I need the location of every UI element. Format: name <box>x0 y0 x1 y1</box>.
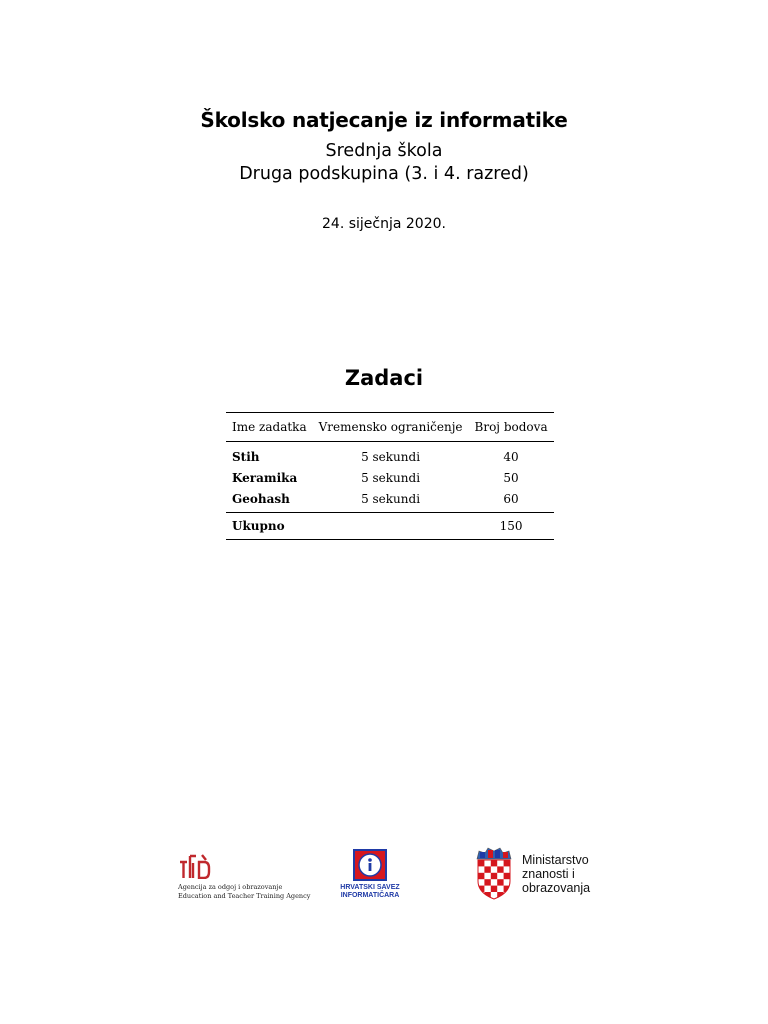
tasks-table <box>226 412 554 540</box>
task-name: Geohash <box>232 491 290 506</box>
column-header-name: Ime zadatka <box>226 413 313 442</box>
document-title: Školsko natjecanje iz informatike <box>200 108 568 132</box>
task-time-limit: 5 sekundi <box>361 491 421 506</box>
hsin-logo-line1: HRVATSKI SAVEZ <box>340 884 400 891</box>
task-name: Keramika <box>232 470 298 485</box>
croatian-coat-of-arms-icon <box>474 847 514 901</box>
task-points: 40 <box>503 449 519 464</box>
table-row <box>226 442 554 468</box>
document-date: 24. siječnja 2020. <box>322 216 446 232</box>
azoo-logo-mark-icon <box>178 853 214 879</box>
task-time-limit: 5 sekundi <box>361 449 421 464</box>
task-points: 60 <box>503 491 519 506</box>
section-title: Zadaci <box>344 366 424 390</box>
ministry-logo-line1: Ministarstvo <box>522 853 589 867</box>
azoo-logo-line1: Agencija za odgoj i obrazovanje <box>178 883 283 891</box>
hsin-logo-text <box>334 884 406 900</box>
task-name: Stih <box>232 449 260 464</box>
ministry-logo-text <box>522 853 590 895</box>
task-time-limit: 5 sekundi <box>361 470 421 485</box>
column-header-points: Broj bodova <box>469 413 554 442</box>
ministry-logo-line3: obrazovanja <box>522 881 591 895</box>
table-header-row <box>226 413 554 442</box>
table-row <box>226 488 554 513</box>
total-points: 150 <box>469 513 554 540</box>
ministry-logo-line2: znanosti i <box>522 867 575 881</box>
ministry-logo <box>474 845 604 901</box>
sponsor-logos <box>0 845 768 905</box>
table-row <box>226 467 554 488</box>
document-subgroup: Druga podskupina (3. i 4. razred) <box>239 164 529 184</box>
column-header-time-limit: Vremensko ograničenje <box>313 413 469 442</box>
document-subtitle: Srednja škola <box>325 141 443 161</box>
hsin-logo <box>334 848 406 902</box>
task-points: 50 <box>503 470 519 485</box>
hsin-logo-mark-icon <box>351 848 389 882</box>
table-total-row <box>226 513 554 540</box>
hsin-logo-line2: INFORMATIČARA <box>340 892 400 899</box>
azoo-logo-line2: Education and Teacher Training Agency <box>178 892 311 900</box>
total-label: Ukupno <box>226 513 313 540</box>
azoo-logo <box>178 853 311 901</box>
total-empty-cell <box>313 513 469 540</box>
